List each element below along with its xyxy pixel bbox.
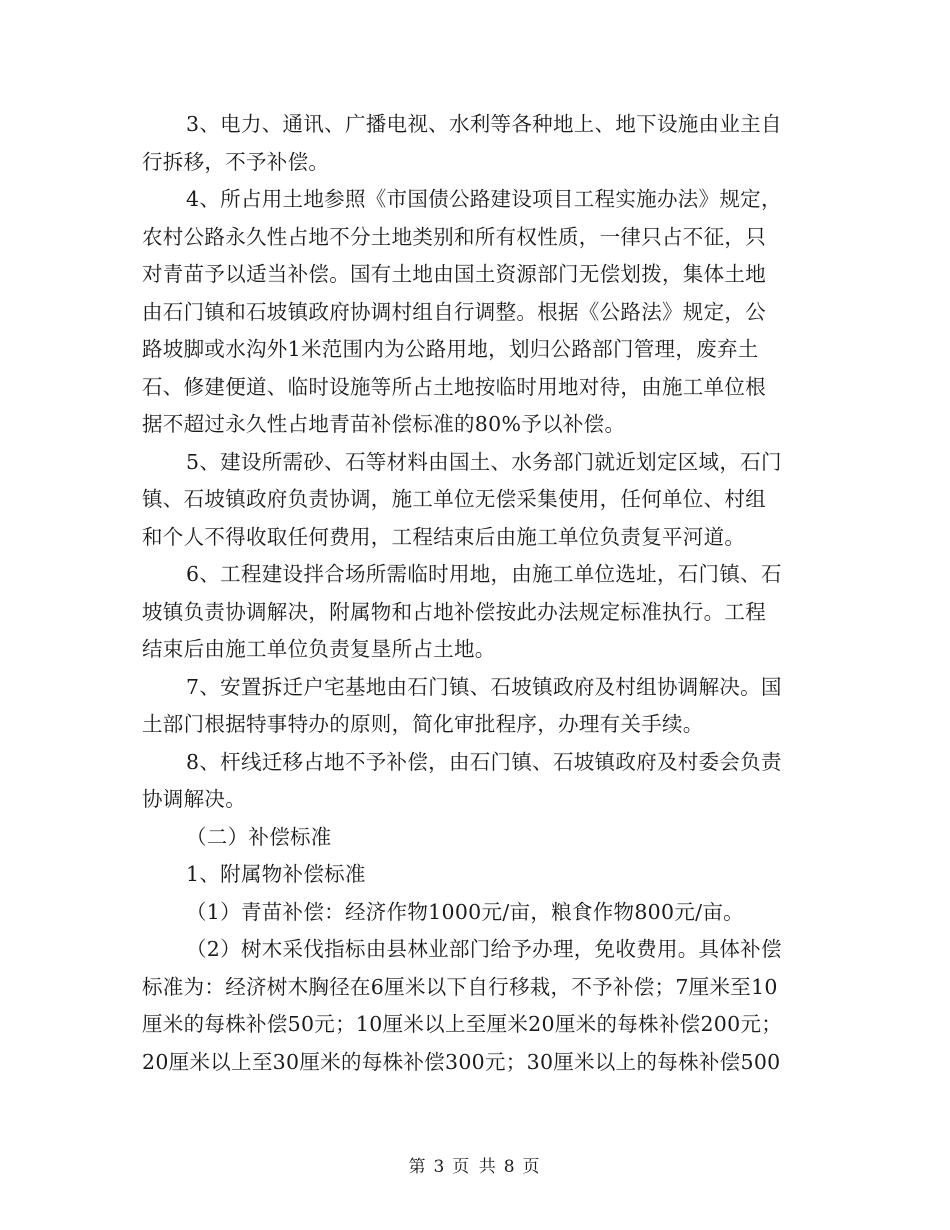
- paragraph-line: （1）青苗补偿：经济作物1000元/亩，粮食作物800元/亩。: [186, 899, 744, 924]
- footer-suffix: 页: [522, 1157, 542, 1177]
- paragraph-line: 据不超过永久性占地青苗补偿标准的80%予以补偿。: [142, 412, 626, 436]
- paragraph-line: 20厘米以上至30厘米的每株补偿300元；30厘米以上的每株补偿500: [142, 1049, 781, 1074]
- paragraph-line: 4、所占用土地参照《市国债公路建设项目工程实施办法》规定，: [186, 187, 782, 211]
- footer-total-pages: 8: [503, 1157, 517, 1177]
- paragraph-line: 和个人不得收取任何费用，工程结束后由施工单位负责复平河道。: [142, 524, 746, 549]
- subsection-heading: 1、附属物补偿标准: [186, 862, 366, 886]
- paragraph-line: 结束后由施工单位负责复垦所占土地。: [142, 637, 496, 661]
- paragraph-line: 标准为：经济树木胸径在6厘米以下自行移栽，不予补偿；7厘米至10: [142, 974, 778, 999]
- paragraph-line: 7、安置拆迁户宅基地由石门镇、石坡镇政府及村组协调解决。国: [186, 674, 782, 699]
- footer-prefix: 第: [408, 1157, 428, 1177]
- paragraph-line: （2）树木采伐指标由县林业部门给予办理，免收费用。具体补偿: [186, 937, 782, 961]
- paragraph-line: 6、工程建设拌合场所需临时用地，由施工单位选址，石门镇、石: [186, 562, 782, 586]
- paragraph-line: 农村公路永久性占地不分土地类别和所有权性质，一律只占不征，只: [142, 224, 766, 249]
- paragraph-line: 镇、石坡镇政府负责协调，施工单位无偿采集使用，任何单位、村组: [142, 487, 766, 511]
- paragraph-line: 3、电力、通讯、广播电视、水利等各种地上、地下设施由业主自: [186, 112, 782, 136]
- paragraph-line: 行拆移，不予补偿。: [142, 149, 330, 174]
- paragraph-line: 土部门根据特事特办的原则，简化审批程序，办理有关手续。: [142, 712, 704, 736]
- section-heading: （二）补偿标准: [186, 824, 332, 849]
- paragraph-line: 由石门镇和石坡镇政府协调村组自行调整。根据《公路法》规定，公: [142, 299, 766, 324]
- page-number-footer: [0, 1152, 950, 1177]
- paragraph-line: 石、修建便道、临时设施等所占土地按临时用地对待，由施工单位根: [142, 374, 766, 399]
- footer-middle: 页 共: [452, 1157, 498, 1177]
- paragraph-line: 8、杆线迁移占地不予补偿，由石门镇、石坡镇政府及村委会负责: [186, 749, 782, 774]
- paragraph-line: 5、建设所需砂、石等材料由国土、水务部门就近划定区域，石门: [186, 449, 782, 474]
- paragraph-line: 厘米的每株补偿50元；10厘米以上至厘米20厘米的每株补偿200元；: [142, 1012, 783, 1036]
- footer-current-page: 3: [433, 1157, 447, 1177]
- paragraph-line: 路坡脚或水沟外1米范围内为公路用地，划归公路部门管理，废弃土: [142, 337, 759, 361]
- paragraph-line: 对青苗予以适当补偿。国有土地由国土资源部门无偿划拨，集体土地: [142, 262, 766, 286]
- document-body: [142, 106, 812, 1081]
- paragraph-line: 坡镇负责协调解决，附属物和占地补偿按此办法规定标准执行。工程: [142, 599, 766, 624]
- paragraph-line: 协调解决。: [142, 787, 246, 811]
